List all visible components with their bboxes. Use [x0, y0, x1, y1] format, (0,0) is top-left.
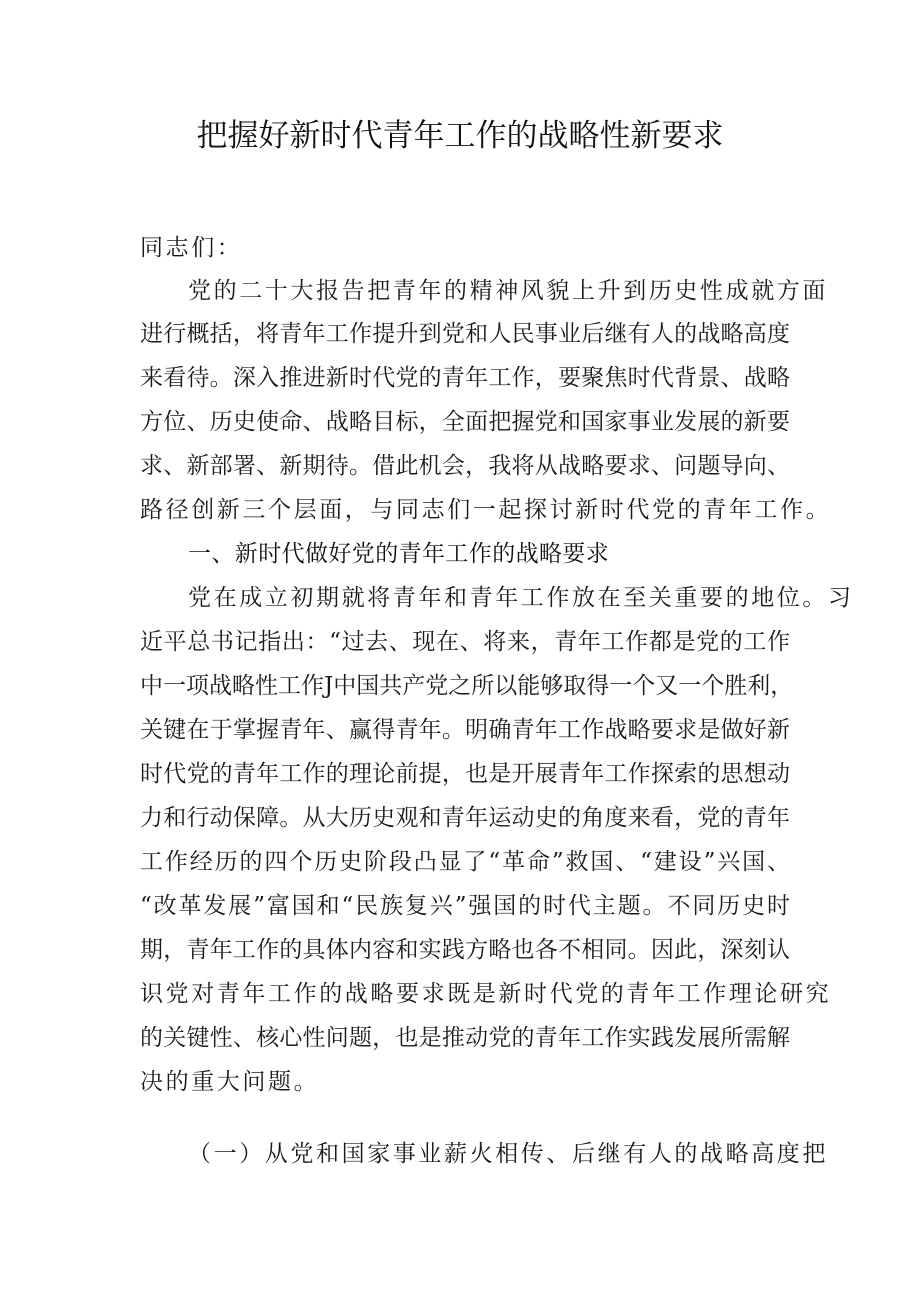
- section-paragraph-line: 的关键性、核心性问题，也是推动党的青年工作实践发展所需解: [140, 1025, 790, 1051]
- subsection-heading: （一）从党和国家事业薪火相传、后继有人的战略高度把: [188, 1141, 828, 1167]
- intro-paragraph-line: 求、新部署、新期待。借此机会，我将从战略要求、问题导向、: [140, 453, 790, 479]
- salutation: 同志们：: [140, 235, 243, 261]
- section-paragraph-line: 工作经历的四个历史阶段凸显了“革命”救国、“建设”兴国、: [140, 849, 790, 875]
- intro-paragraph-line: 党的二十大报告把青年的精神风貌上升到历史性成就方面: [188, 278, 828, 304]
- intro-paragraph-line: 进行概括，将青年工作提升到党和人民事业后继有人的战略高度: [140, 321, 790, 347]
- document-title: 把握好新时代青年工作的战略性新要求: [196, 118, 724, 154]
- section-paragraph-line: 时代党的青年工作的理论前提，也是开展青年工作探索的思想动: [140, 761, 790, 787]
- section-paragraph-line: 期，青年工作的具体内容和实践方略也各不相同。因此，深刻认: [140, 937, 790, 963]
- intro-paragraph-line: 来看待。深入推进新时代党的青年工作，要聚焦时代背景、战略: [140, 365, 790, 391]
- intro-paragraph-line: 方位、历史使命、战略目标，全面把握党和国家事业发展的新要: [140, 409, 790, 435]
- section-paragraph-line: 力和行动保障。从大历史观和青年运动史的角度来看，党的青年: [140, 805, 790, 831]
- section-paragraph-line: “改革发展”富国和“民族复兴”强国的时代主题。不同历史时: [140, 893, 790, 919]
- section-paragraph-line: 党在成立初期就将青年和青年工作放在至关重要的地位。习: [188, 585, 854, 611]
- section-paragraph-line: 中一项战略性工作J中国共产党之所以能够取得一个又一个胜利，: [140, 673, 794, 699]
- section-paragraph-line: 识党对青年工作的战略要求既是新时代党的青年工作理论研究: [140, 981, 832, 1007]
- section-paragraph-line: 近平总书记指出：“过去、现在、将来，青年工作都是党的工作: [140, 629, 790, 655]
- section-heading: 一、新时代做好党的青年工作的战略要求: [188, 541, 610, 567]
- section-paragraph-line: 决的重大问题。: [140, 1069, 320, 1095]
- intro-paragraph-line: 路径创新三个层面，与同志们一起探讨新时代党的青年工作。: [140, 497, 832, 523]
- section-paragraph-line: 关键在于掌握青年、赢得青年。明确青年工作战略要求是做好新: [140, 717, 790, 743]
